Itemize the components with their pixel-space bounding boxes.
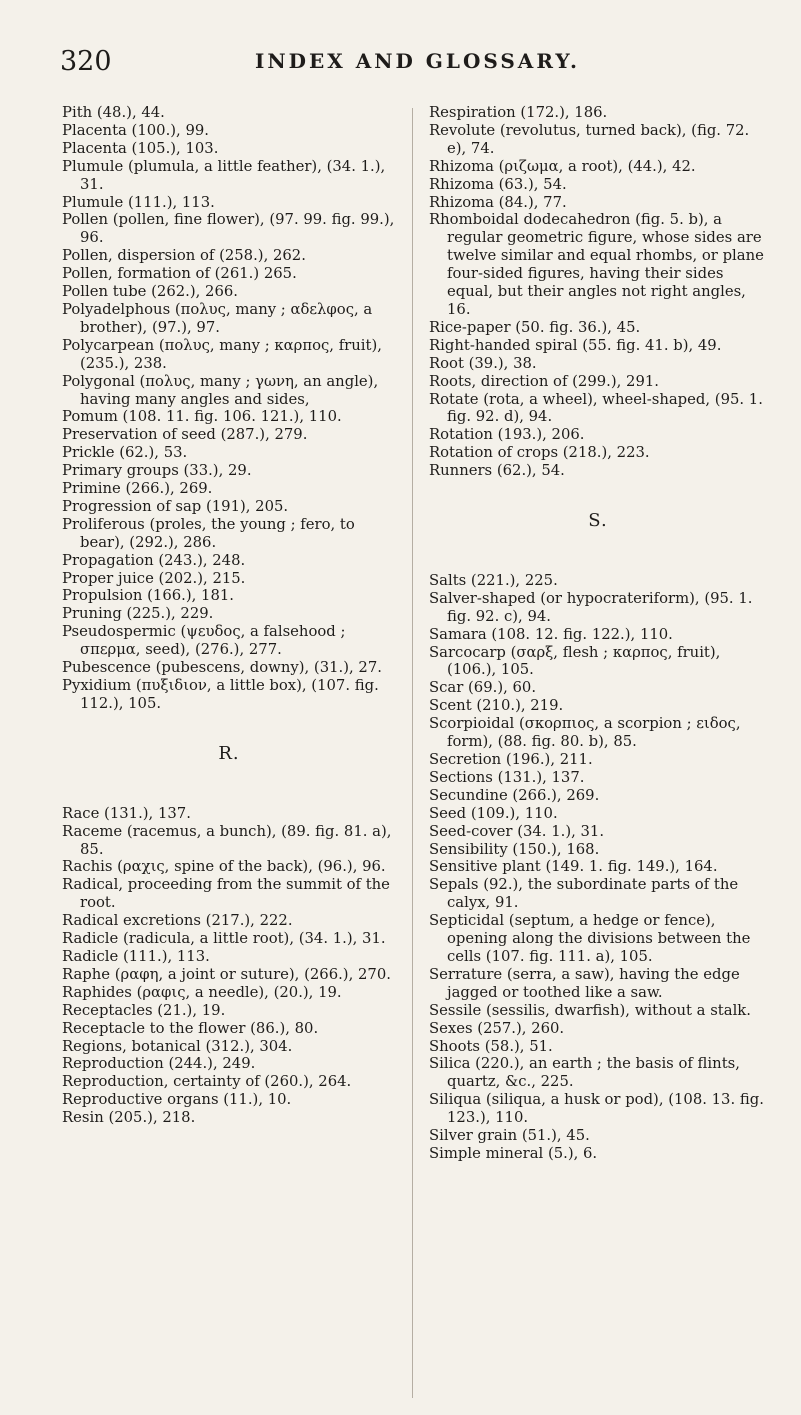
index-entry: Root (39.), 38. (429, 354, 537, 372)
r-continued-entries (429, 104, 767, 480)
index-entry: Prickle (62.), 53. (62, 444, 188, 462)
index-entry: Placenta (100.), 99. (62, 121, 209, 139)
r-entries (62, 805, 396, 1127)
index-entry: Roots, direction of (299.), 291. (429, 372, 659, 390)
index-entry: Pomum (108. 11. fig. 106. 121.), 110. (62, 408, 342, 426)
section-letter-r: R. (218, 742, 240, 764)
index-entry: Simple mineral (5.), 6. (429, 1144, 598, 1162)
index-entry: Raceme (racemus, a bunch), (89. fig. 81. a), 85. (62, 822, 392, 858)
index-entry: Radicle (radicula, a little root), (34. 1.), 31. (62, 930, 386, 948)
index-entry: Right-handed spiral (55. fig. 41. b), 49. (429, 336, 722, 354)
index-entry: Scar (69.), 60. (429, 679, 537, 697)
index-entry: Secundine (266.), 269. (429, 786, 600, 804)
index-entry: Salver-shaped (or hypocrateriform), (95. 1. fig. 92. c), 94. (429, 589, 753, 625)
index-entry: Pollen, formation of (261.) 265. (62, 265, 297, 283)
index-entry: Sessile (sessilis, dwarfish), without a stalk. (429, 1001, 751, 1019)
index-entry: Sarcocarp (σαρξ, flesh ; καρπος, fruit), (106.), 105. (429, 643, 721, 679)
index-entry: Propulsion (166.), 181. (62, 587, 234, 605)
index-entry: Radical, proceeding from the summit of the root. (62, 876, 390, 912)
index-entry: Salts (221.), 225. (429, 571, 558, 589)
index-entry: Receptacles (21.), 19. (62, 1001, 226, 1019)
index-entry: Polygonal (πολυς, many ; γωνη, an angle), having many angles and sides, (62, 372, 379, 408)
index-entry: Polycarpean (πολυς, many ; καρπος, fruit), (235.), 238. (62, 336, 382, 372)
s-entries (429, 572, 767, 1163)
index-entry: Seed (109.), 110. (429, 804, 558, 822)
index-entry: Rhizoma (ριζωμα, a root), (44.), 42. (429, 157, 696, 175)
right-column (429, 104, 767, 1163)
index-entry: Pollen tube (262.), 266. (62, 283, 238, 301)
index-entry: Sections (131.), 137. (429, 768, 585, 786)
index-entry: Rhizoma (84.), 77. (429, 193, 567, 211)
index-entry: Radicle (111.), 113. (62, 947, 210, 965)
index-entry: Runners (62.), 54. (429, 462, 565, 480)
index-entry: Septicidal (septum, a hedge or fence), opening along the divisions between the cells (107. fig. 111. a), 105. (429, 912, 751, 965)
index-entry: Revolute (revolutus, turned back), (fig. 72. e), 74. (429, 121, 750, 157)
index-entry: Sepals (92.), the subordinate parts of the calyx, 91. (429, 876, 739, 912)
index-entry: Plumule (plumula, a little feather), (34. 1.), 31. (62, 157, 386, 193)
index-entry: Progression of sap (191), 205. (62, 497, 289, 515)
index-entry: Seed-cover (34. 1.), 31. (429, 822, 605, 840)
p-entries (62, 104, 396, 713)
index-entry: Siliqua (siliqua, a husk or pod), (108. 13. fig. 123.), 110. (429, 1091, 764, 1127)
index-entry: Raphides (ραφις, a needle), (20.), 19. (62, 983, 342, 1001)
page-header (60, 46, 775, 86)
index-entry: Rhomboidal dodecahedron (fig. 5. b), a regular geometric figure, whose sides are twelve similar and equal rhombs, or plane four-sided figures, having their sides equal, but their angles not right angles, 16. (429, 211, 764, 318)
index-entry: Preservation of seed (287.), 279. (62, 426, 308, 444)
index-entry: Reproductive organs (11.), 10. (62, 1091, 292, 1109)
index-entry: Pollen, dispersion of (258.), 262. (62, 247, 306, 265)
index-entry: Primary groups (33.), 29. (62, 462, 252, 480)
index-entry: Respiration (172.), 186. (429, 104, 608, 121)
index-entry: Polyadelphous (πολυς, many ; αδελφος, a brother), (97.), 97. (62, 300, 373, 336)
index-entry: Sensitive plant (149. 1. fig. 149.), 164. (429, 858, 718, 876)
index-entry: Pruning (225.), 229. (62, 605, 214, 623)
index-entry: Sensibility (150.), 168. (429, 840, 600, 858)
index-entry: Regions, botanical (312.), 304. (62, 1037, 293, 1055)
index-entry: Scent (210.), 219. (429, 697, 564, 715)
index-entry: Reproduction (244.), 249. (62, 1055, 256, 1073)
index-entry: Rice-paper (50. fig. 36.), 45. (429, 318, 641, 336)
index-entry: Resin (205.), 218. (62, 1109, 196, 1127)
index-entry: Samara (108. 12. fig. 122.), 110. (429, 625, 673, 643)
index-entry: Pith (48.), 44. (62, 104, 165, 121)
index-entry: Pyxidium (πυξιδιον, a little box), (107. fig. 112.), 105. (62, 677, 379, 712)
index-entry: Rachis (ραχις, spine of the back), (96.), 96. (62, 858, 386, 876)
index-entry: Rhizoma (63.), 54. (429, 175, 567, 193)
index-entry: Shoots (58.), 51. (429, 1037, 553, 1055)
index-entry: Serrature (serra, a saw), having the edge jagged or toothed like a saw. (429, 965, 740, 1001)
page-number: 320 (60, 46, 112, 77)
index-entry: Pubescence (pubescens, downy), (31.), 27. (62, 659, 382, 677)
index-entry: Sexes (257.), 260. (429, 1019, 565, 1037)
index-entry: Plumule (111.), 113. (62, 193, 215, 211)
index-entry: Raphe (ραφη, a joint or suture), (266.), 270. (62, 965, 391, 983)
index-entry: Receptacle to the flower (86.), 80. (62, 1019, 319, 1037)
running-title: INDEX AND GLOSSARY. (254, 49, 580, 73)
left-column (62, 104, 396, 1127)
index-entry: Proliferous (proles, the young ; fero, to bear), (292.), 286. (62, 515, 355, 551)
index-entry: Rotation of crops (218.), 223. (429, 444, 650, 462)
index-entry: Proper juice (202.), 215. (62, 569, 246, 587)
index-entry: Rotate (rota, a wheel), wheel-shaped, (95. 1. fig. 92. d), 94. (429, 390, 763, 426)
index-entry: Radical excretions (217.), 222. (62, 912, 293, 930)
column-divider (412, 108, 413, 1398)
index-entry: Pseudospermic (ψευδος, a falsehood ; σπερμα, seed), (276.), 277. (62, 623, 346, 659)
index-entry: Silica (220.), an earth ; the basis of flints, quartz, &c., 225. (429, 1055, 740, 1091)
section-letter-s: S. (588, 510, 608, 532)
index-entry: Scorpioidal (σκορπιος, a scorpion ; ειδος, form), (88. fig. 80. b), 85. (429, 715, 741, 751)
index-entry: Rotation (193.), 206. (429, 426, 585, 444)
index-entry: Pollen (pollen, fine flower), (97. 99. fig. 99.), 96. (62, 211, 395, 247)
index-entry: Race (131.), 137. (62, 804, 191, 822)
index-entry: Silver grain (51.), 45. (429, 1127, 590, 1145)
index-entry: Placenta (105.), 103. (62, 139, 219, 157)
index-entry: Reproduction, certainty of (260.), 264. (62, 1073, 352, 1091)
index-entry: Propagation (243.), 248. (62, 551, 246, 569)
index-entry: Primine (266.), 269. (62, 480, 213, 498)
index-entry: Secretion (196.), 211. (429, 751, 593, 768)
